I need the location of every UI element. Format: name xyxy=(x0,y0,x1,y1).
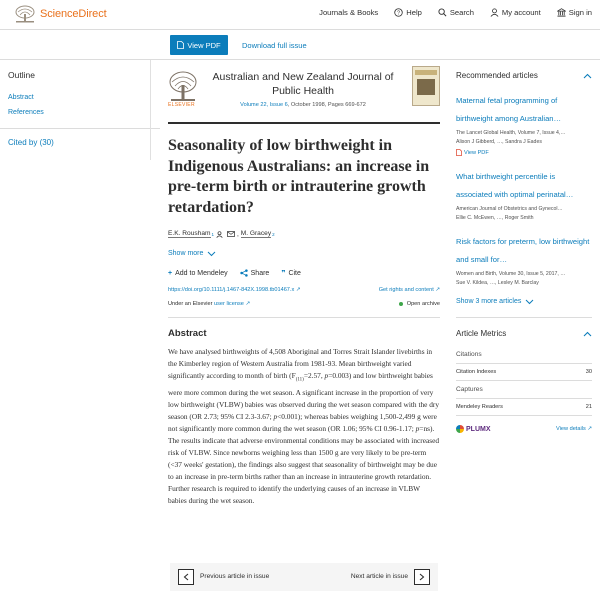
external-link-icon: ↗ xyxy=(587,426,592,432)
date-pages: , October 1998, Pages 669-672 xyxy=(287,102,366,108)
recommended-title-link[interactable]: Risk factors for preterm, low birthweight and small for… xyxy=(456,237,590,264)
citation-indexes-value: 30 xyxy=(585,369,592,375)
external-link-icon: ↗ xyxy=(295,287,301,293)
chevron-up-icon xyxy=(583,331,592,337)
show-more-button[interactable] xyxy=(168,250,440,257)
journal-title-link[interactable]: Australian and New Zealand Journal of Public Health xyxy=(212,71,394,97)
mendeley-readers-value: 21 xyxy=(585,404,592,410)
recommended-item xyxy=(456,231,592,286)
abstract-part-1: We have analysed birthweights of 4,508 Aboriginal and Torres Strait Islander livebirths in the Kimberley region of Western Australia from 1981-93. Mean birthweight varied significantly according to month of birth (F xyxy=(168,347,433,381)
top-header xyxy=(0,0,600,30)
citation-indexes-label: Citation Indexes xyxy=(456,369,497,375)
abstract-part-2: =2.57, xyxy=(303,371,325,381)
view-details-link[interactable] xyxy=(556,426,592,432)
chevron-up-icon xyxy=(583,73,592,79)
author-affiliation-1: 1 xyxy=(211,231,215,237)
recommended-source: American Journal of Obstetrics and Gynecol… xyxy=(456,206,563,212)
show-more-articles-label: Show 3 more articles xyxy=(456,298,522,305)
chevron-right-icon xyxy=(419,573,425,581)
recommended-authors: Sue V. Kildea, …, Lesley M. Barclay xyxy=(456,280,539,286)
recommended-item xyxy=(456,90,592,156)
left-sidebar-border xyxy=(150,60,151,160)
next-article-button[interactable] xyxy=(414,569,430,585)
next-article-link[interactable]: Next article in issue xyxy=(350,573,408,580)
open-archive-label: Open archive xyxy=(406,301,440,307)
share-label: Share xyxy=(250,269,270,277)
elsevier-logo-icon[interactable] xyxy=(168,68,198,106)
abstract-p-value: p xyxy=(415,423,420,433)
open-access-dot-icon xyxy=(399,302,403,306)
help-link[interactable] xyxy=(394,8,422,17)
article-actions xyxy=(168,269,440,277)
plumx-label: PLUMX xyxy=(466,425,491,433)
abstract-part-3: =0.003) and low birthweight babies were more common during the wet season. A significant increase in the proportion of very low birthweight (VLBW) babies was observed during the wet season compared with the dry season (OR 2.73; 95% CI 2.3-3.67; xyxy=(168,371,440,421)
chevron-left-icon xyxy=(183,573,189,581)
recommended-authors: Alison J Gibberd, …, Sandra J Eades xyxy=(456,139,542,145)
get-rights-text: Get rights and content xyxy=(378,287,434,293)
author-separator: , xyxy=(237,230,241,238)
person-icon xyxy=(216,231,223,238)
recommended-header[interactable] xyxy=(456,71,592,80)
recommended-heading: Recommended articles xyxy=(456,71,538,80)
cite-label: Cite xyxy=(288,269,301,277)
external-link-icon: ↗ xyxy=(245,301,251,307)
plumx-flower-icon xyxy=(456,425,464,433)
article-pager xyxy=(170,563,438,591)
author-gracey-link[interactable]: M. Gracey xyxy=(240,230,272,237)
license-prefix: Under an Elsevier xyxy=(168,301,215,307)
view-details-label: View details xyxy=(556,426,586,432)
outline-divider xyxy=(0,128,160,129)
search-link[interactable] xyxy=(438,8,474,17)
previous-article-button[interactable] xyxy=(178,569,194,585)
chevron-down-icon xyxy=(525,299,534,305)
cite-button[interactable] xyxy=(281,269,301,277)
cited-by-link[interactable]: Cited by (30) xyxy=(8,138,54,147)
quote-icon: ❞ xyxy=(281,270,286,277)
previous-article-link[interactable]: Previous article in issue xyxy=(200,573,270,580)
abstract-divider xyxy=(168,317,440,318)
doi-link[interactable] xyxy=(168,287,301,293)
recommended-authors: Ellie C. McEwen, …, Roger Smith xyxy=(456,215,534,221)
author-list xyxy=(168,230,440,238)
abstract-part-5: =ns). The results indicate that adverse environmental conditions may be associated with increased risk of VLBW. Since newborns weighing less than 1500 g are very likely to be pre-term (<37 weeks' gestation), the findings also suggest that seasonality of birthweight may be due to an increase in pre-term births rather than an increase in intrauterine growth retardation. Further research is required to identify the underlying causes of an increase in VLBW babies during the wet season. xyxy=(168,423,440,506)
outline-heading: Outline xyxy=(8,70,35,80)
metrics-table xyxy=(456,346,592,416)
right-sidebar xyxy=(456,60,592,433)
article-main xyxy=(168,60,440,507)
abstract-heading: Abstract xyxy=(168,328,207,339)
svg-text:?: ? xyxy=(397,10,401,17)
external-link-icon: ↗ xyxy=(435,287,440,293)
brand-name: ScienceDirect xyxy=(40,8,107,20)
cover-band xyxy=(415,70,437,75)
sign-in-link[interactable] xyxy=(557,8,592,17)
abstract-part-4: <0.001); whereas babies weighing 1,500-2,499 g were not significantly more common during the wet season (OR 1.06; 95% CI 0.96-1.17; xyxy=(168,411,437,433)
share-button[interactable] xyxy=(240,269,270,277)
outline-link-abstract[interactable]: Abstract xyxy=(8,94,34,101)
plumx-logo xyxy=(456,425,491,433)
my-account-label: My account xyxy=(501,8,541,17)
metrics-heading: Article Metrics xyxy=(456,329,507,338)
search-label: Search xyxy=(449,8,474,17)
recommended-item xyxy=(456,166,592,221)
plumx-row xyxy=(456,425,592,433)
article-toolbar xyxy=(0,30,600,60)
mail-icon[interactable] xyxy=(227,231,235,237)
my-account-link[interactable] xyxy=(490,8,541,17)
journals-books-link[interactable] xyxy=(319,8,378,17)
add-to-mendeley-button[interactable] xyxy=(168,270,228,277)
author-rousham-link[interactable]: E.K. Rousham xyxy=(168,230,211,237)
outline-link-references[interactable]: References xyxy=(8,109,44,116)
recommended-source: The Lancet Global Health, Volume 7, Issue 4,… xyxy=(456,130,566,136)
top-nav xyxy=(303,8,592,17)
recommended-source: Women and Birth, Volume 30, Issue 5, 2017, … xyxy=(456,271,566,277)
elsevier-tree-icon xyxy=(14,5,36,23)
sciencedirect-logo[interactable] xyxy=(14,5,107,23)
mendeley-readers-label: Mendeley Readers xyxy=(456,404,503,410)
plus-icon: + xyxy=(168,269,173,277)
search-icon xyxy=(438,8,447,17)
mendeley-readers-row xyxy=(456,399,592,416)
recommended-title-link[interactable]: What birthweight percentile is associated with optimal perinatal… xyxy=(456,172,574,199)
open-archive-badge xyxy=(399,301,440,307)
doi-row xyxy=(168,287,440,293)
pdf-file-icon xyxy=(177,41,184,49)
institution-icon xyxy=(557,8,566,17)
publisher-name: ELSEVIER xyxy=(168,102,195,108)
journal-header xyxy=(168,66,440,124)
left-sidebar xyxy=(8,70,148,147)
license-text xyxy=(168,301,250,307)
citations-label-row xyxy=(456,346,592,364)
get-rights-link[interactable] xyxy=(379,287,440,293)
article-title: Seasonality of low birthweight in Indigenous Australians: an increase in pre-term birth or intrauterine growth retardation? xyxy=(168,137,430,216)
user-icon xyxy=(490,8,499,17)
metrics-divider xyxy=(456,317,592,318)
sign-in-label: Sign in xyxy=(568,8,592,17)
help-label: Help xyxy=(406,8,422,17)
abstract-subscript: (11) xyxy=(295,377,304,383)
help-icon xyxy=(394,8,403,17)
license-row xyxy=(168,301,440,307)
add-to-mendeley-label: Add to Mendeley xyxy=(175,269,228,277)
view-pdf-label: View PDF xyxy=(187,40,221,50)
recommended-title-link[interactable]: Maternal fetal programming of birthweight among Australian… xyxy=(456,96,562,123)
user-license-link[interactable]: user license xyxy=(214,301,244,307)
journal-issue-info xyxy=(200,102,406,108)
journal-cover-image[interactable] xyxy=(412,66,440,106)
metrics-header[interactable] xyxy=(456,329,592,338)
citation-indexes-row xyxy=(456,364,592,381)
abstract-p-value: p xyxy=(324,371,329,381)
abstract-text xyxy=(168,346,440,507)
volume-issue-link[interactable]: Volume 22, Issue 6 xyxy=(240,102,288,108)
citations-label: Citations xyxy=(456,351,482,358)
show-more-label: Show more xyxy=(168,250,204,257)
chevron-down-icon xyxy=(207,251,216,257)
recommended-view-pdf-link[interactable] xyxy=(456,149,592,156)
recommended-view-pdf-label: View PDF xyxy=(464,149,489,156)
doi-text: https://doi.org/10.1111/j.1467-842X.1998.tb01467.x xyxy=(168,287,295,293)
show-more-articles-button[interactable] xyxy=(456,298,592,305)
download-full-issue-link[interactable]: Download full issue xyxy=(242,41,307,50)
author-affiliation-2: 2 xyxy=(272,231,275,237)
pdf-file-icon xyxy=(456,149,462,156)
captures-label: Captures xyxy=(456,386,483,393)
view-pdf-button[interactable] xyxy=(170,35,228,55)
captures-label-row xyxy=(456,381,592,399)
share-icon xyxy=(240,269,248,277)
cover-photo xyxy=(417,79,435,95)
journals-books-label: Journals & Books xyxy=(319,8,379,17)
abstract-p-value: p xyxy=(273,411,278,421)
